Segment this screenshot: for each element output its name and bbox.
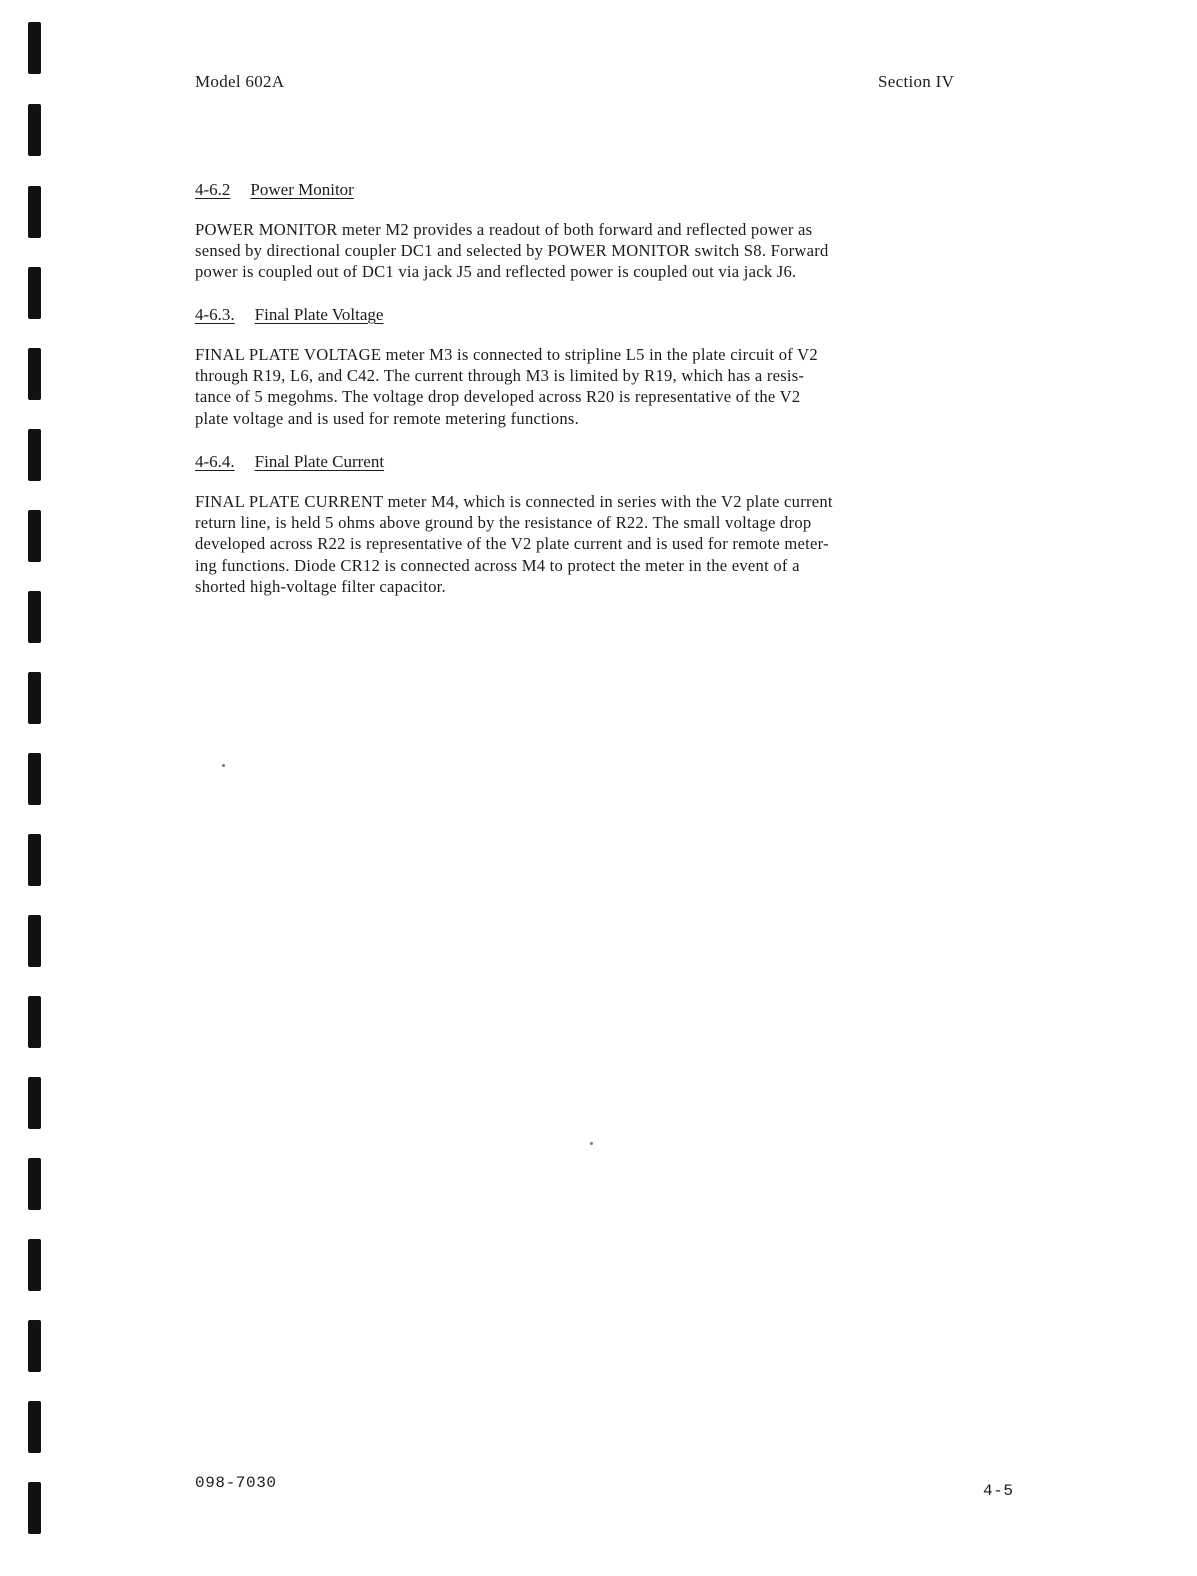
binding-holes (28, 0, 42, 1576)
section-number: 4-6.4. (195, 452, 235, 471)
binding-hole (28, 104, 41, 156)
scan-speck (222, 764, 225, 767)
document-number: 098-7030 (195, 1474, 277, 1492)
binding-hole (28, 834, 41, 886)
binding-hole (28, 267, 41, 319)
section-number: 4-6.3. (195, 305, 235, 324)
binding-hole (28, 1077, 41, 1129)
binding-hole (28, 672, 41, 724)
section-label: Section IV (878, 72, 955, 91)
binding-hole (28, 1158, 41, 1210)
section-title: Final Plate Current (254, 452, 385, 471)
model-label: Model 602A (195, 72, 285, 91)
binding-hole (28, 996, 41, 1048)
section-title: Power Monitor (250, 180, 354, 199)
section-final-plate-current (195, 452, 1035, 597)
section-body: FINAL PLATE VOLTAGE meter M3 is connected to stripline L5 in the plate circuit of V2 through R19, L6, and C42. The current through M3 is limited by R19, which has a resis- tance of 5 megohms. The voltage drop developed across R20 is representative of the V2 plate voltage and is used for remote metering functions. (195, 345, 818, 428)
section-power-monitor (195, 180, 1035, 283)
scan-speck (590, 1142, 593, 1145)
section-heading (195, 305, 1035, 325)
page-number: 4-5 (983, 1482, 1014, 1500)
section-heading (195, 452, 1035, 472)
binding-hole (28, 915, 41, 967)
binding-hole (28, 1401, 41, 1453)
binding-hole (28, 1482, 41, 1534)
section-body: POWER MONITOR meter M2 provides a readout of both forward and reflected power as sensed by directional coupler DC1 and selected by POWER MONITOR switch S8. Forward power is coupled out of DC1 via jack J5 and reflected power is coupled out via jack J6. (195, 220, 829, 282)
binding-hole (28, 348, 41, 400)
binding-hole (28, 22, 41, 74)
binding-hole (28, 1320, 41, 1372)
binding-hole (28, 753, 41, 805)
section-final-plate-voltage (195, 305, 1035, 429)
binding-hole (28, 591, 41, 643)
binding-hole (28, 429, 41, 481)
section-number: 4-6.2 (195, 180, 231, 199)
binding-hole (28, 186, 41, 238)
section-heading (195, 180, 1035, 200)
section-body: FINAL PLATE CURRENT meter M4, which is connected in series with the V2 plate current return line, is held 5 ohms above ground by the resistance of R22. The small voltage drop developed across R22 is representative of the V2 plate current and is used for remote meter- ing functions. Diode CR12 is connected across M4 to protect the meter in the event of a shorted high-voltage filter capacitor. (195, 492, 833, 596)
section-title: Final Plate Voltage (254, 305, 384, 324)
binding-hole (28, 510, 41, 562)
binding-hole (28, 1239, 41, 1291)
